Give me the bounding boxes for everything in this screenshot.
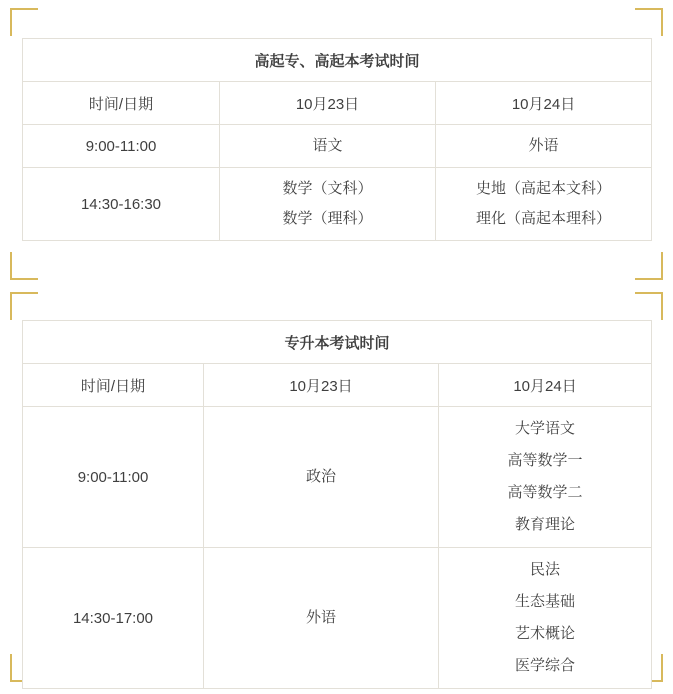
table-title: 专升本考试时间 (23, 321, 652, 364)
subject-item: 政治 (305, 468, 336, 485)
cell-day2-subjects (439, 548, 652, 689)
header-cell-time: 时间/日期 (23, 82, 220, 125)
subject-item: 生态基础 (515, 593, 576, 610)
exam-schedule-table-gaoqizhuan (22, 38, 652, 241)
table-title-row (23, 321, 652, 364)
header-cell-day1: 10月23日 (220, 82, 436, 125)
cell-day1-subjects (220, 168, 436, 241)
header-cell-day1: 10月23日 (204, 364, 439, 407)
cell-day1-subjects (204, 407, 439, 548)
cell-day2-subjects (436, 168, 652, 241)
cell-day2-subjects (439, 407, 652, 548)
corner-bracket-bottom-left-icon (10, 252, 38, 280)
cell-time: 14:30-16:30 (23, 168, 220, 241)
subject-item: 大学语文 (515, 420, 576, 437)
subject-item: 数学（理科） (282, 210, 373, 227)
table-row (23, 548, 652, 689)
subject-item: 高等数学二 (507, 484, 583, 501)
subject-item: 外语 (305, 609, 336, 626)
subject-item: 民法 (530, 561, 561, 578)
cell-time: 9:00-11:00 (23, 125, 220, 168)
corner-bracket-top-right-icon (635, 292, 663, 320)
table-row (23, 168, 652, 241)
schedule-panel-gaoqizhuan (10, 8, 663, 280)
schedule-panel-zhuanshengben (10, 292, 663, 682)
corner-bracket-top-left-icon (10, 8, 38, 36)
table-row (23, 125, 652, 168)
cell-day1-subjects (204, 548, 439, 689)
subject-item: 语文 (312, 137, 343, 154)
subject-item: 史地（高起本文科） (476, 180, 612, 197)
corner-bracket-bottom-right-icon (635, 252, 663, 280)
table-title: 高起专、高起本考试时间 (23, 39, 652, 82)
table-row (23, 407, 652, 548)
corner-bracket-top-left-icon (10, 292, 38, 320)
table-title-row (23, 39, 652, 82)
subject-item: 医学综合 (515, 657, 576, 674)
subject-item: 艺术概论 (515, 625, 576, 642)
header-cell-day2: 10月24日 (439, 364, 652, 407)
subject-item: 数学（文科） (282, 180, 373, 197)
table-header-row (23, 82, 652, 125)
cell-time: 14:30-17:00 (23, 548, 204, 689)
cell-day1-subjects (220, 125, 436, 168)
table-header-row (23, 364, 652, 407)
subject-item: 外语 (528, 137, 559, 154)
subject-item: 高等数学一 (507, 452, 583, 469)
cell-day2-subjects (436, 125, 652, 168)
subject-item: 教育理论 (515, 516, 576, 533)
exam-schedule-page (0, 8, 673, 694)
header-cell-day2: 10月24日 (436, 82, 652, 125)
header-cell-time: 时间/日期 (23, 364, 204, 407)
corner-bracket-top-right-icon (635, 8, 663, 36)
exam-schedule-table-zhuanshengben (22, 320, 652, 689)
subject-item: 理化（高起本理科） (476, 210, 612, 227)
cell-time: 9:00-11:00 (23, 407, 204, 548)
